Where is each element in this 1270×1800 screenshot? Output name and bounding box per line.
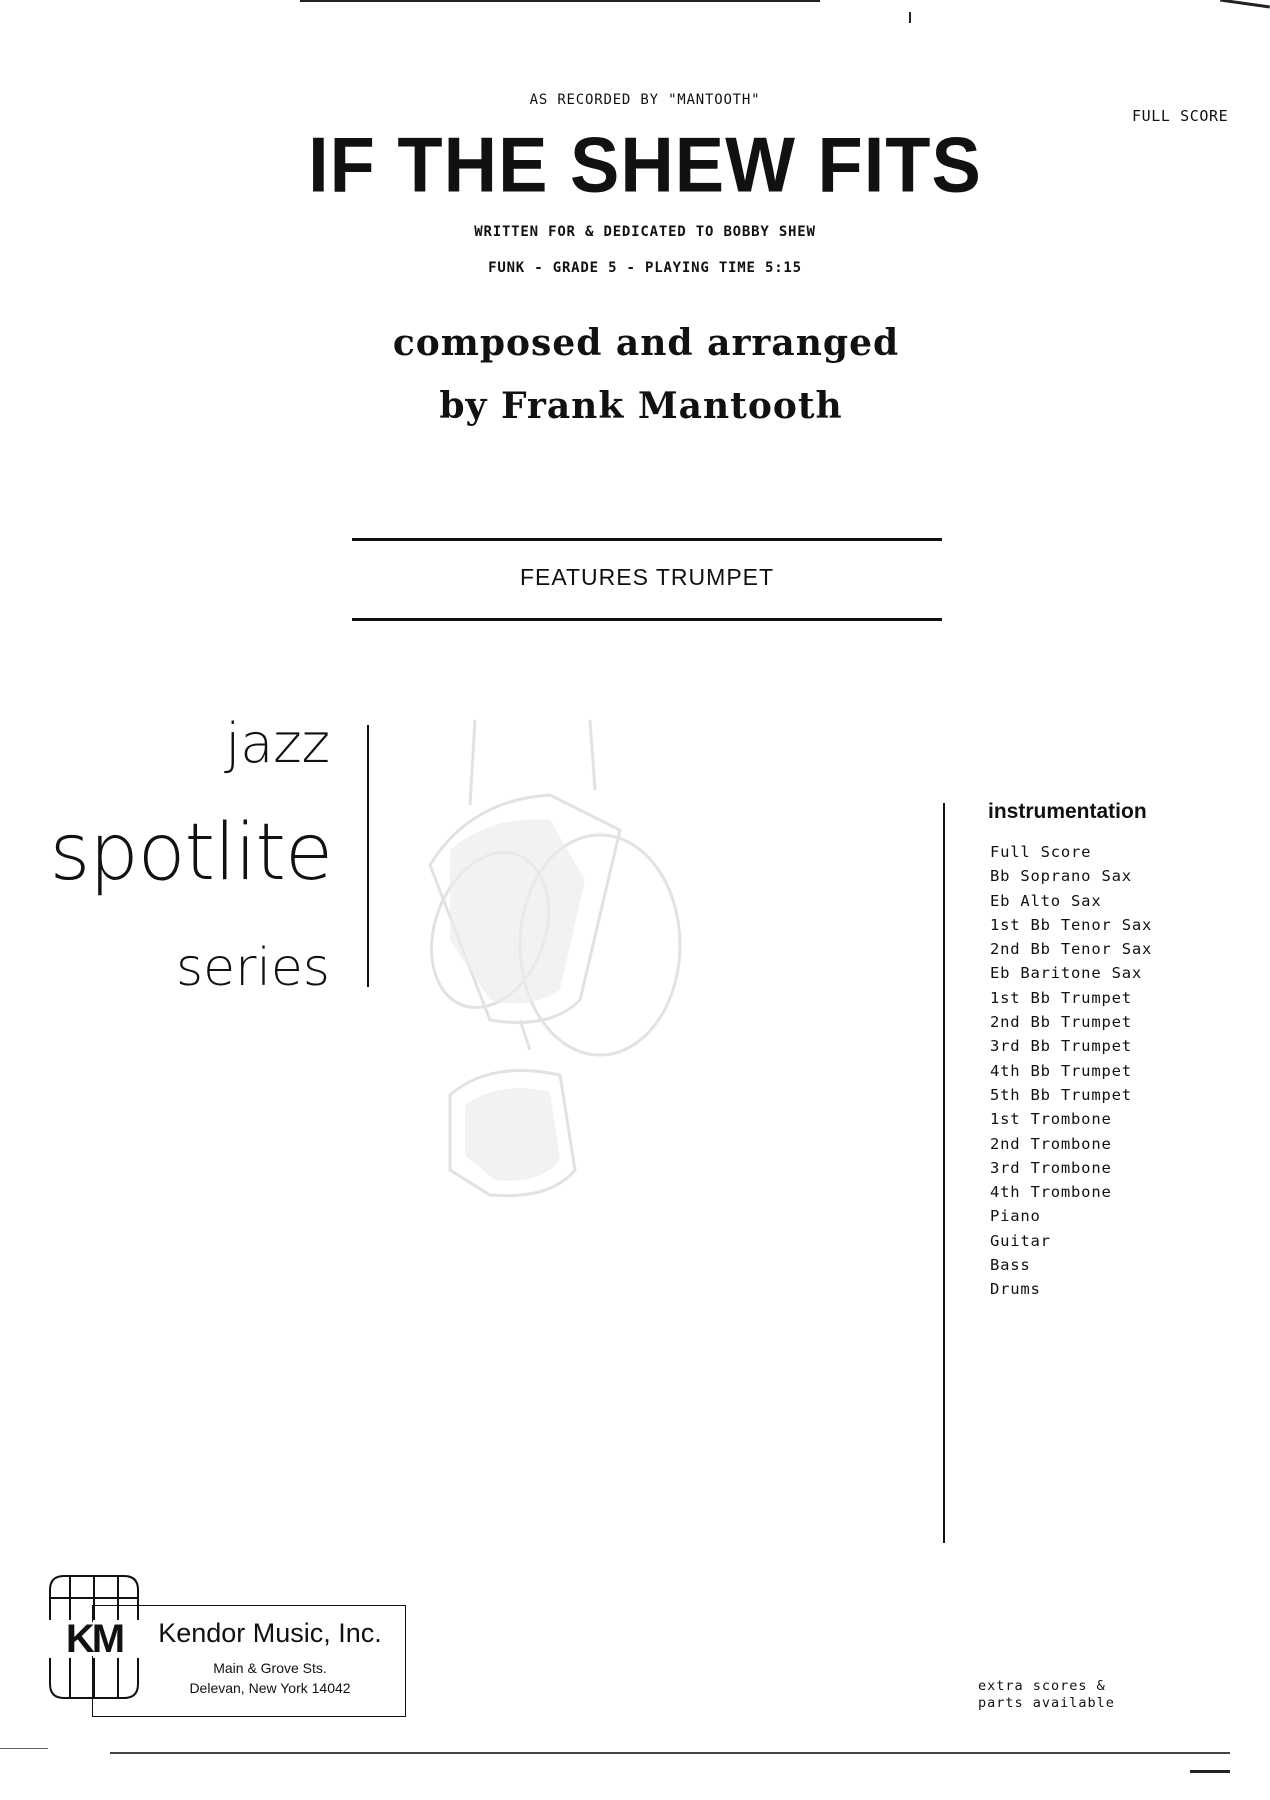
top-rule [352,538,942,541]
list-item: 2nd Trombone [990,1134,1112,1153]
publisher-name: Kendor Music, Inc. [158,1618,382,1648]
scan-edge-top [300,0,820,2]
kendor-logo-icon [48,1572,140,1702]
series-word-spotlite: spotlite [49,808,332,898]
composed-line: composed and arranged [392,322,900,364]
extra-note-line1: extra scores & [978,1678,1106,1694]
list-item: 5th Bb Trumpet [990,1085,1132,1104]
list-item: 2nd Bb Trumpet [990,1013,1132,1032]
instrumentation-divider [943,803,945,1543]
list-item: Drums [990,1280,1041,1299]
extra-scores-note [978,1678,1115,1712]
list-item: Guitar [990,1231,1051,1250]
list-item: 4th Trombone [990,1183,1112,1202]
composer-byline: by Frank Mantooth [439,385,843,427]
scan-edge-bottom [110,1752,1230,1754]
series-word-series: series [176,938,330,998]
spotlight-illustration [410,700,830,1320]
scan-edge-bottom-right [1190,1770,1230,1773]
list-item: Piano [990,1207,1041,1226]
list-item: Full Score [990,843,1092,861]
list-item: 3rd Trombone [990,1158,1112,1177]
scan-mark [909,12,911,23]
style-grade-time: FUNK - GRADE 5 - PLAYING TIME 5:15 [488,260,802,276]
list-item: 4th Bb Trumpet [990,1061,1132,1080]
list-item: 2nd Bb Tenor Sax [990,940,1153,959]
series-word-jazz: jazz [225,712,330,775]
full-score-label: FULL SCORE [1132,107,1229,125]
instrumentation-heading: instrumentation [988,800,1147,823]
list-item: Eb Baritone Sax [990,964,1142,983]
features-label: FEATURES TRUMPET [519,564,775,590]
list-item: Eb Alto Sax [990,891,1102,910]
extra-note-line2: parts available [978,1695,1115,1711]
list-item: 1st Bb Trumpet [990,988,1132,1007]
recorded-by: AS RECORDED BY "MANTOOTH" [529,92,761,108]
bottom-rule [352,618,942,621]
dedication: WRITTEN FOR & DEDICATED TO BOBBY SHEW [474,224,816,240]
logo-text: KM [65,1617,123,1661]
page-title: IF THE SHEW FITS [308,120,982,209]
publisher-address-line2: Delevan, New York 14042 [189,1680,351,1696]
list-item: 1st Trombone [990,1110,1112,1129]
list-item: 3rd Bb Trumpet [990,1037,1132,1056]
list-item: Bass [990,1256,1031,1275]
scan-edge-top-right [1220,0,1270,8]
series-divider [367,725,369,987]
list-item: 1st Bb Tenor Sax [990,915,1153,934]
publisher-address-line1: Main & Grove Sts. [213,1660,327,1676]
list-item: Bb Soprano Sax [990,867,1132,886]
scan-edge-bottom-left [0,1748,48,1749]
instrumentation-list [990,840,1152,1302]
